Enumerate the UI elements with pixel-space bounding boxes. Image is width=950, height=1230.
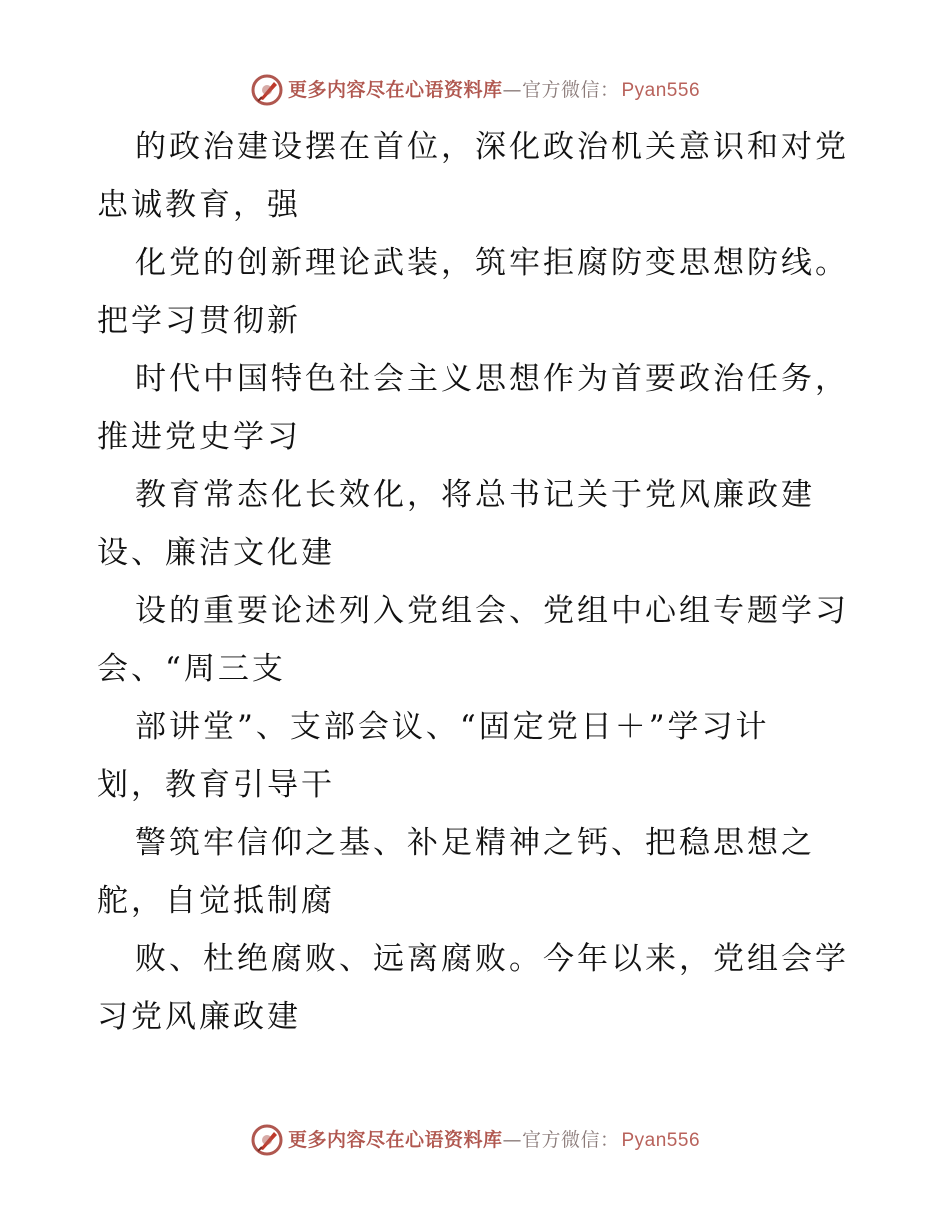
footer-watermark bbox=[0, 1120, 950, 1160]
text-line: 会、“周三支 bbox=[97, 651, 286, 687]
header-watermark bbox=[0, 70, 950, 110]
text-line: 习党风廉政建 bbox=[97, 999, 301, 1035]
watermark-wechat-label: 官方微信： bbox=[521, 78, 620, 101]
document-body bbox=[97, 118, 877, 1046]
text-line: 推进党史学习 bbox=[97, 419, 301, 455]
watermark-dash: — bbox=[502, 78, 522, 101]
watermark-brand: 更多内容尽在心语资料库 bbox=[287, 1128, 503, 1151]
quill-logo-icon bbox=[250, 1123, 284, 1157]
text-line: 设的重要论述列入党组会、党组中心组专题学习 bbox=[135, 593, 849, 629]
text-line: 的政治建设摆在首位，深化政治机关意识和对党 bbox=[135, 129, 849, 165]
text-line: 警筑牢信仰之基、补足精神之钙、把稳思想之 bbox=[135, 825, 815, 861]
watermark-dash: — bbox=[502, 1128, 522, 1151]
quill-logo-icon bbox=[250, 73, 284, 107]
text-line: 部讲堂”、支部会议、“固定党日＋”学习计 bbox=[135, 709, 770, 745]
watermark-brand: 更多内容尽在心语资料库 bbox=[287, 78, 503, 101]
text-line: 划，教育引导干 bbox=[97, 767, 335, 803]
text-line: 时代中国特色社会主义思想作为首要政治任务， bbox=[135, 361, 849, 397]
text-line: 把学习贯彻新 bbox=[97, 303, 301, 339]
text-line: 败、杜绝腐败、远离腐败。今年以来，党组会学 bbox=[135, 941, 849, 977]
watermark-wechat-label: 官方微信： bbox=[521, 1128, 620, 1151]
text-line: 舵，自觉抵制腐 bbox=[97, 883, 335, 919]
text-line: 教育常态化长效化，将总书记关于党风廉政建 bbox=[135, 477, 815, 513]
text-line: 忠诚教育，强 bbox=[97, 187, 301, 223]
watermark-text bbox=[287, 1128, 701, 1151]
watermark-handle: Pyan556 bbox=[621, 1129, 701, 1151]
watermark-text bbox=[287, 78, 701, 101]
text-line: 化党的创新理论武装，筑牢拒腐防变思想防线。 bbox=[135, 245, 849, 281]
text-line: 设、廉洁文化建 bbox=[97, 535, 335, 571]
watermark-handle: Pyan556 bbox=[621, 79, 701, 101]
